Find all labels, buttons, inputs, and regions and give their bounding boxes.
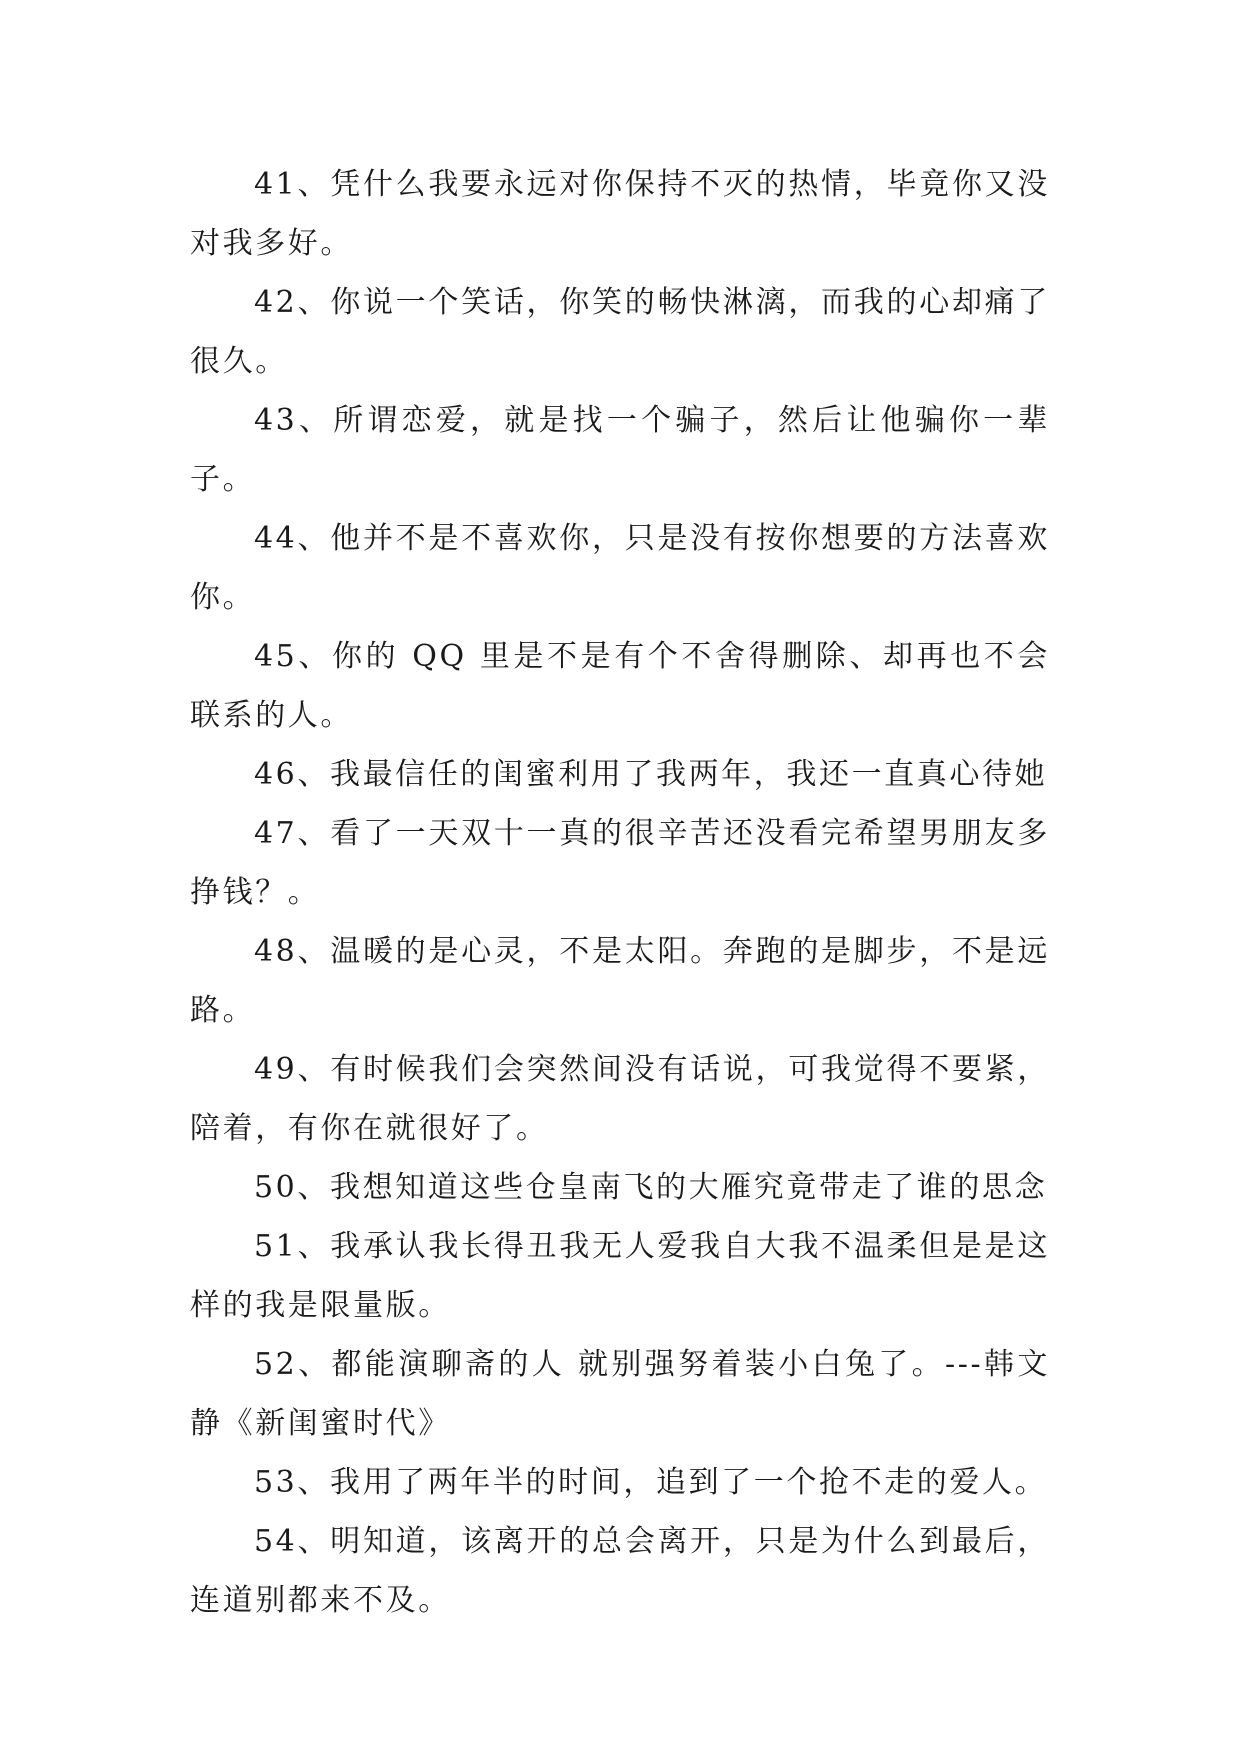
paragraph-47: 47、看了一天双十一真的很辛苦还没看完希望男朋友多挣钱？。 xyxy=(190,816,1050,910)
paragraph-53: 53、我用了两年半的时间，追到了一个抢不走的爱人。 xyxy=(254,1465,1048,1500)
paragraph-52: 52、都能演聊斋的人 就别强努着装小白兔了。---韩文静《新闺蜜时代》 xyxy=(190,1347,1050,1441)
paragraph-42: 42、你说一个笑话，你笑的畅快淋漓，而我的心却痛了很久。 xyxy=(190,285,1050,379)
paragraph-43: 43、所谓恋爱，就是找一个骗子，然后让他骗你一辈子。 xyxy=(190,403,1050,497)
paragraph-45: 45、你的 QQ 里是不是有个不舍得删除、却再也不会联系的人。 xyxy=(190,639,1050,733)
paragraph-46: 46、我最信任的闺蜜利用了我两年，我还一直真心待她 xyxy=(254,757,1048,792)
paragraph-48: 48、温暖的是心灵，不是太阳。奔跑的是脚步，不是远路。 xyxy=(190,934,1050,1028)
paragraph-50: 50、我想知道这些仓皇南飞的大雁究竟带走了谁的思念 xyxy=(254,1170,1048,1205)
document-body xyxy=(190,155,1050,1630)
paragraph-41: 41、凭什么我要永远对你保持不灭的热情，毕竟你又没对我多好。 xyxy=(190,167,1050,261)
paragraph-44: 44、他并不是不喜欢你，只是没有按你想要的方法喜欢你。 xyxy=(190,521,1050,615)
paragraph-51: 51、我承认我长得丑我无人爱我自大我不温柔但是是这样的我是限量版。 xyxy=(190,1229,1050,1323)
paragraph-49: 49、有时候我们会突然间没有话说，可我觉得不要紧，陪着，有你在就很好了。 xyxy=(190,1052,1050,1146)
paragraph-54: 54、明知道，该离开的总会离开，只是为什么到最后，连道别都来不及。 xyxy=(190,1524,1050,1618)
